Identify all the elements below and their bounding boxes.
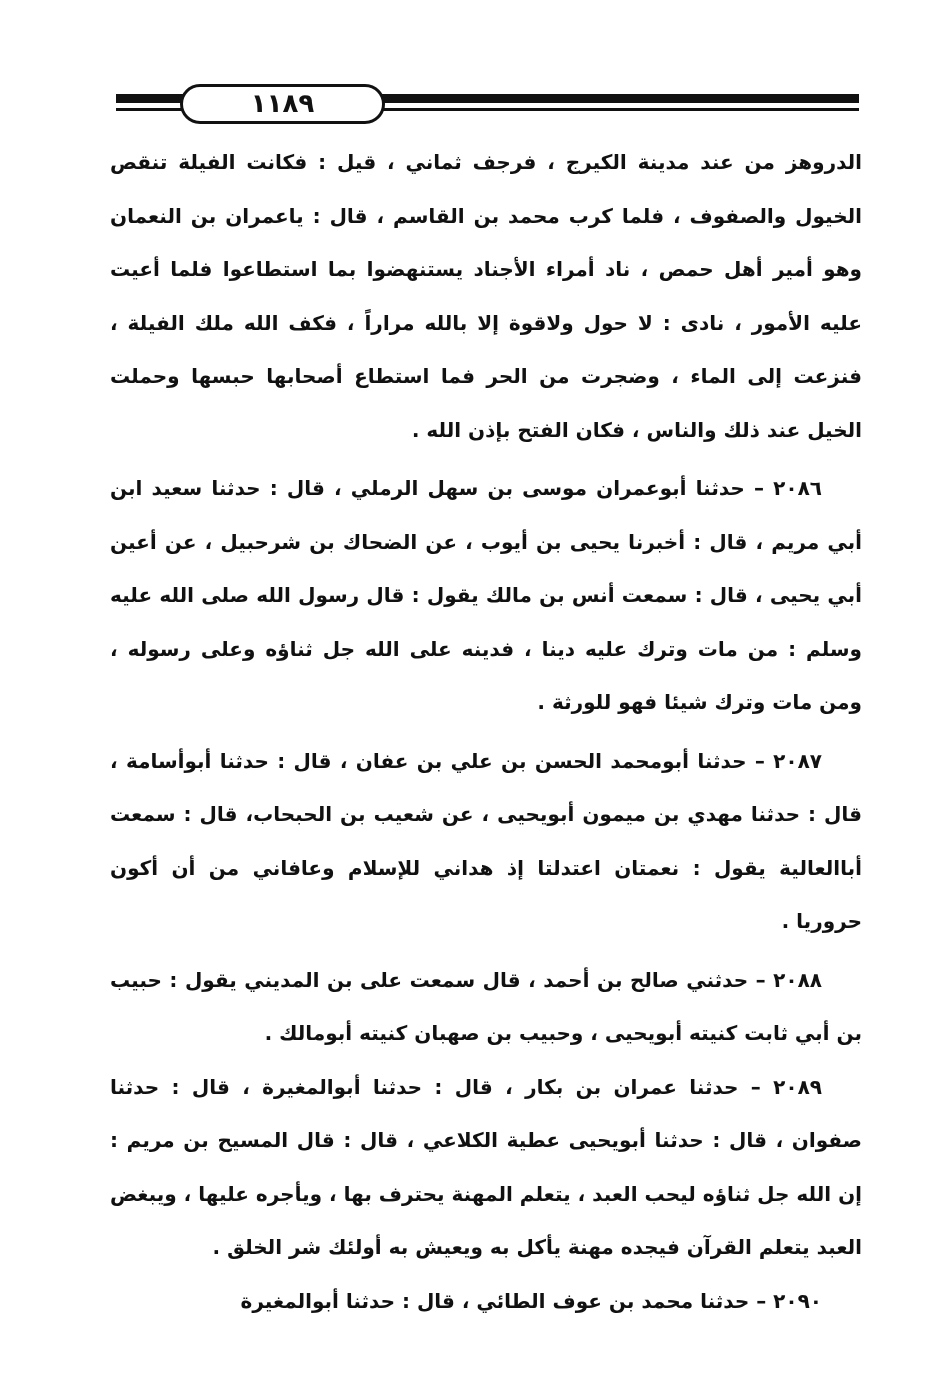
hadith-2088: ٢٠٨٨ – حدثني صالح بن أحمد ، قال سمعت على بن المديني يقول : حبيب بن أبي ثابت كنيته أبويحيى ، وحبيب بن صهبان كنيته أبومالك . [110,967,862,1045]
hadith-2089: ٢٠٨٩ – حدثنا عمران بن بكار ، قال : حدثنا أبوالمغيرة ، قال : حدثنا صفوان ، قال : حدثنا أبويحيى عطية الكلاعي ، قال : قال المسيح بن مريم : إن الله جل ثناؤه ليحب العبد ، يتعلم المهنة يحترف بها ، ويأجره عليها ، ويبغض العبد يتعلم القرآن فيجده مهنة يأكل به ويعيش به أولئك شر الخلق . [110,1074,862,1259]
hadith-2086: ٢٠٨٦ – حدثنا أبوعمران موسى بن سهل الرملي ، قال : حدثنا سعيد ابن أبي مريم ، قال : أخبرنا يحيى بن أيوب ، عن الضحاك بن شرحبيل ، عن أعين أبي يحيى ، قال : سمعت أنس بن مالك يقول : قال رسول الله صلى الله عليه وسلم : من مات وترك عليه دينا ، فدينه على الله جل ثناؤه وعلى رسوله ، ومن مات وترك شيئا فهو للورثة . [110,476,862,714]
page-body [110,136,862,1328]
page-header [116,84,859,124]
paragraph-continuation: الدروهز من عند مدينة الكيرج ، فرجف ثماني ، قيل : فكانت الفيلة تنقص الخيول والصفوف ، فلما كرب محمد بن القاسم ، قال : ياعمران بن النعمان وهو أمير أهل حمص ، ناد أمراء الأجناد يستنهضوا بما استطاعوا فلما أعيت عليه الأمور ، نادى : لا حول ولاقوة إلا بالله مراراً ، فكف الله ملك الفيلة ، فنزعت إلى الماء ، وضجرت من الحر فما استطاع أصحابها حبسها وحملت الخيل عند ذلك والناس ، فكان الفتح بإذن الله . [110,150,862,442]
hadith-2087: ٢٠٨٧ – حدثنا أبومحمد الحسن بن علي بن عفان ، قال : حدثنا أبوأسامة ، قال : حدثنا مهدي بن ميمون أبويحيى ، عن شعيب بن الحبحاب، قال : سمعت أباالعالية يقول : نعمتان اعتدلتا إذ هداني للإسلام وعافاني من أن أكون حروريا . [110,748,862,933]
page-number: ١١٨٩ [180,84,385,124]
hadith-2090: ٢٠٩٠ – حدثنا محمد بن عوف الطائي ، قال : حدثنا أبوالمغيرة [240,1288,822,1313]
